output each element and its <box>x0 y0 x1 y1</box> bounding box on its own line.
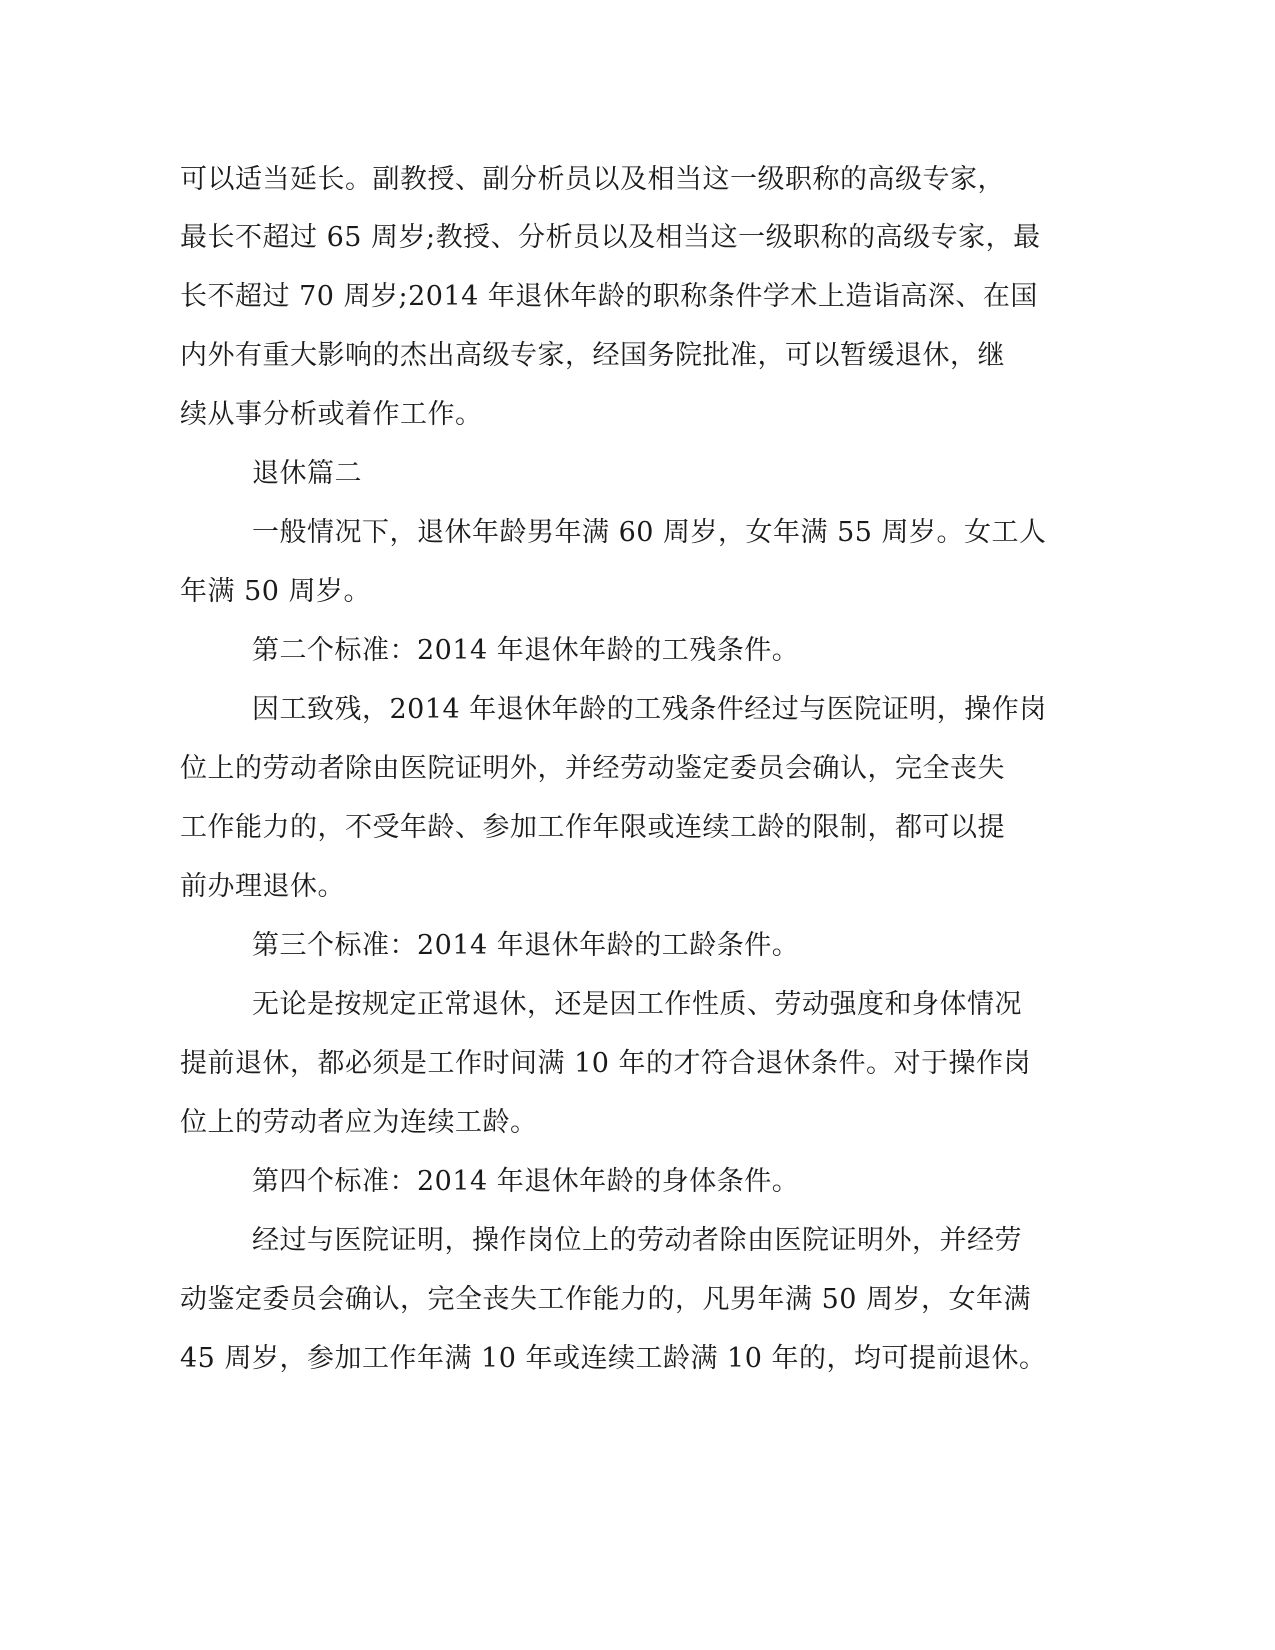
text-line: 动鉴定委员会确认，完全丧失工作能力的，凡男年满 50 周岁，女年满 <box>180 1284 1032 1315</box>
section-heading: 退休篇二 <box>252 458 362 489</box>
text-line: 可以适当延长。副教授、副分析员以及相当这一级职称的高级专家， <box>180 164 1005 195</box>
text-line: 内外有重大影响的杰出高级专家，经国务院批准，可以暂缓退休，继 <box>180 340 1005 371</box>
text-line: 最长不超过 65 周岁;教授、分析员以及相当这一级职称的高级专家，最 <box>180 222 1041 253</box>
text-line: 经过与医院证明，操作岗位上的劳动者除由医院证明外，并经劳 <box>252 1225 1022 1256</box>
text-line: 45 周岁，参加工作年满 10 年或连续工龄满 10 年的，均可提前退休。 <box>180 1343 1047 1374</box>
standard-heading: 第三个标准：2014 年退休年龄的工龄条件。 <box>252 930 800 961</box>
text-line: 无论是按规定正常退休，还是因工作性质、劳动强度和身体情况 <box>252 989 1022 1020</box>
text-line: 前办理退休。 <box>180 871 345 902</box>
text-line: 位上的劳动者除由医院证明外，并经劳动鉴定委员会确认，完全丧失 <box>180 753 1005 784</box>
text-line: 一般情况下，退休年龄男年满 60 周岁，女年满 55 周岁。女工人 <box>252 517 1047 548</box>
text-line: 年满 50 周岁。 <box>180 576 372 607</box>
text-line: 长不超过 70 周岁;2014 年退休年龄的职称条件学术上造诣高深、在国 <box>180 281 1038 312</box>
text-line: 因工致残，2014 年退休年龄的工残条件经过与医院证明，操作岗 <box>252 694 1047 725</box>
text-line: 提前退休，都必须是工作时间满 10 年的才符合退休条件。对于操作岗 <box>180 1048 1032 1079</box>
standard-heading: 第二个标准：2014 年退休年龄的工残条件。 <box>252 635 800 666</box>
text-line: 位上的劳动者应为连续工龄。 <box>180 1107 538 1138</box>
text-line: 续从事分析或着作工作。 <box>180 399 483 430</box>
standard-heading: 第四个标准：2014 年退休年龄的身体条件。 <box>252 1166 800 1197</box>
text-line: 工作能力的，不受年龄、参加工作年限或连续工龄的限制，都可以提 <box>180 812 1005 843</box>
